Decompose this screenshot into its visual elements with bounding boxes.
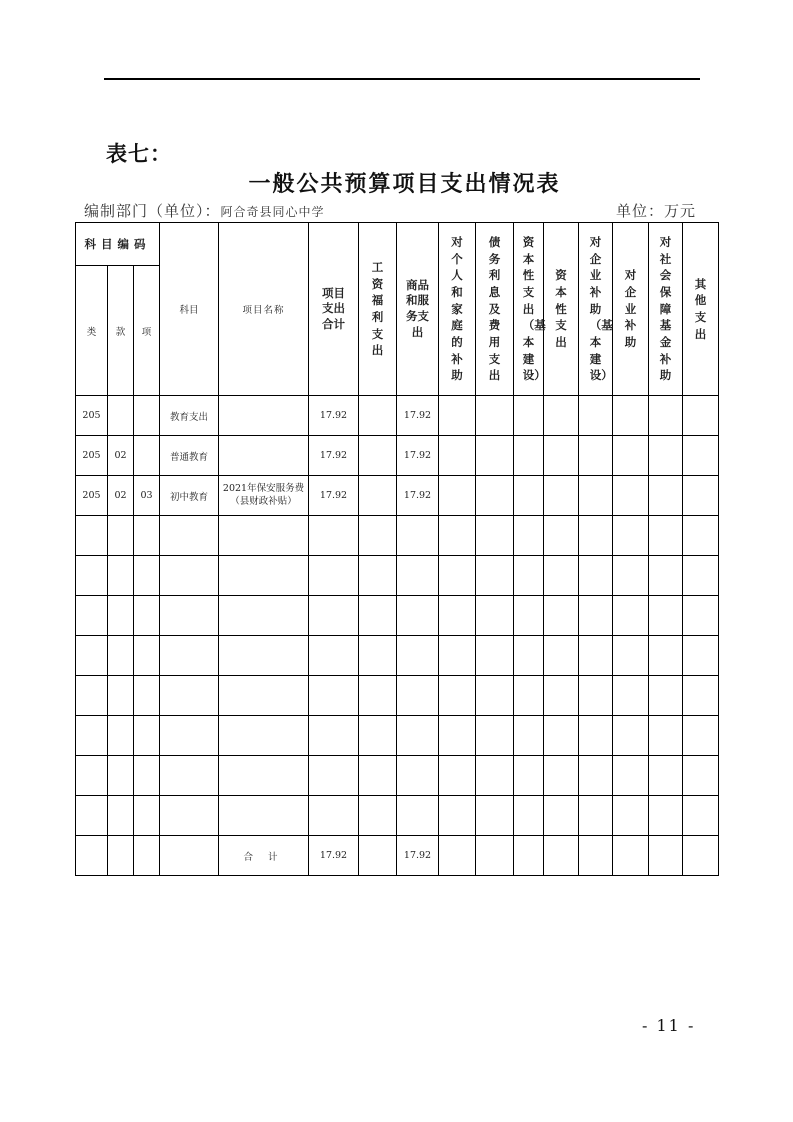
goods-services-cell: 17.92 — [397, 476, 439, 516]
subject-cell: 普通教育 — [160, 436, 219, 476]
subject-cell: 初中教育 — [160, 476, 219, 516]
total-label: 合 计 — [219, 836, 309, 876]
total-header: 项目支出合计 — [309, 223, 359, 396]
wages-cell — [359, 476, 397, 516]
total-row — [76, 836, 719, 876]
capital-header: 资本性支出 — [544, 223, 579, 396]
wages-header: 工资福利支出 — [359, 223, 397, 396]
other-header: 其他支出 — [683, 223, 719, 396]
section-cell: 02 — [108, 476, 134, 516]
section-cell — [108, 396, 134, 436]
department-prefix: 编制部门（单位）： — [84, 202, 221, 220]
empty-row — [76, 516, 719, 556]
project-name-header: 项目名称 — [219, 223, 309, 396]
page-title: 一般公共预算项目支出情况表 — [248, 171, 561, 197]
section-header: 款 — [108, 266, 134, 396]
class-cell: 205 — [76, 476, 108, 516]
project-name-cell — [219, 396, 309, 436]
goods-services-sum-cell: 17.92 — [397, 836, 439, 876]
wages-cell — [359, 436, 397, 476]
item-cell: 03 — [134, 476, 160, 516]
empty-row — [76, 676, 719, 716]
budget-table — [75, 222, 719, 876]
unit-label: 单位：万元 — [616, 202, 697, 220]
class-cell: 205 — [76, 436, 108, 476]
class-cell: 205 — [76, 396, 108, 436]
item-cell — [134, 396, 160, 436]
empty-row — [76, 636, 719, 676]
total-cell: 17.92 — [309, 436, 359, 476]
header-row-1 — [76, 223, 719, 266]
header-rule — [104, 78, 700, 80]
empty-row — [76, 756, 719, 796]
item-cell — [134, 436, 160, 476]
goods-services-cell: 17.92 — [397, 396, 439, 436]
debt-interest-header: 债务利息及费用支出 — [476, 223, 514, 396]
department-line — [84, 200, 325, 221]
wages-cell — [359, 396, 397, 436]
empty-row — [76, 716, 719, 756]
total-cell: 17.92 — [309, 396, 359, 436]
item-header: 项 — [134, 266, 160, 396]
table-row — [76, 396, 719, 436]
section-cell: 02 — [108, 436, 134, 476]
empty-row — [76, 796, 719, 836]
table-row — [76, 476, 719, 516]
subject-header: 科目 — [160, 223, 219, 396]
enterprise-header: 对企业补助 — [613, 223, 649, 396]
goods-services-cell: 17.92 — [397, 436, 439, 476]
department-name: 阿合奇县同心中学 — [220, 205, 325, 219]
capital-basic-header: 资本性支出（基本建设） — [514, 223, 544, 396]
page-number: - 11 - — [642, 1016, 696, 1035]
enterprise-basic-header: 对企业补助（基本建设） — [579, 223, 613, 396]
total-cell: 17.92 — [309, 476, 359, 516]
project-name-cell: 2021年保安服务费（县财政补贴） — [219, 476, 309, 516]
subject-code-header: 科目编码 — [76, 223, 160, 266]
table-label: 表七： — [106, 141, 172, 166]
total-sum-cell: 17.92 — [309, 836, 359, 876]
empty-row — [76, 596, 719, 636]
table-row — [76, 436, 719, 476]
subject-cell: 教育支出 — [160, 396, 219, 436]
social-security-header: 对社会保障基金补助 — [649, 223, 683, 396]
individuals-header: 对个人和家庭的补助 — [439, 223, 476, 396]
project-name-cell — [219, 436, 309, 476]
goods-services-header: 商品和服务支出 — [397, 223, 439, 396]
class-header: 类 — [76, 266, 108, 396]
empty-row — [76, 556, 719, 596]
